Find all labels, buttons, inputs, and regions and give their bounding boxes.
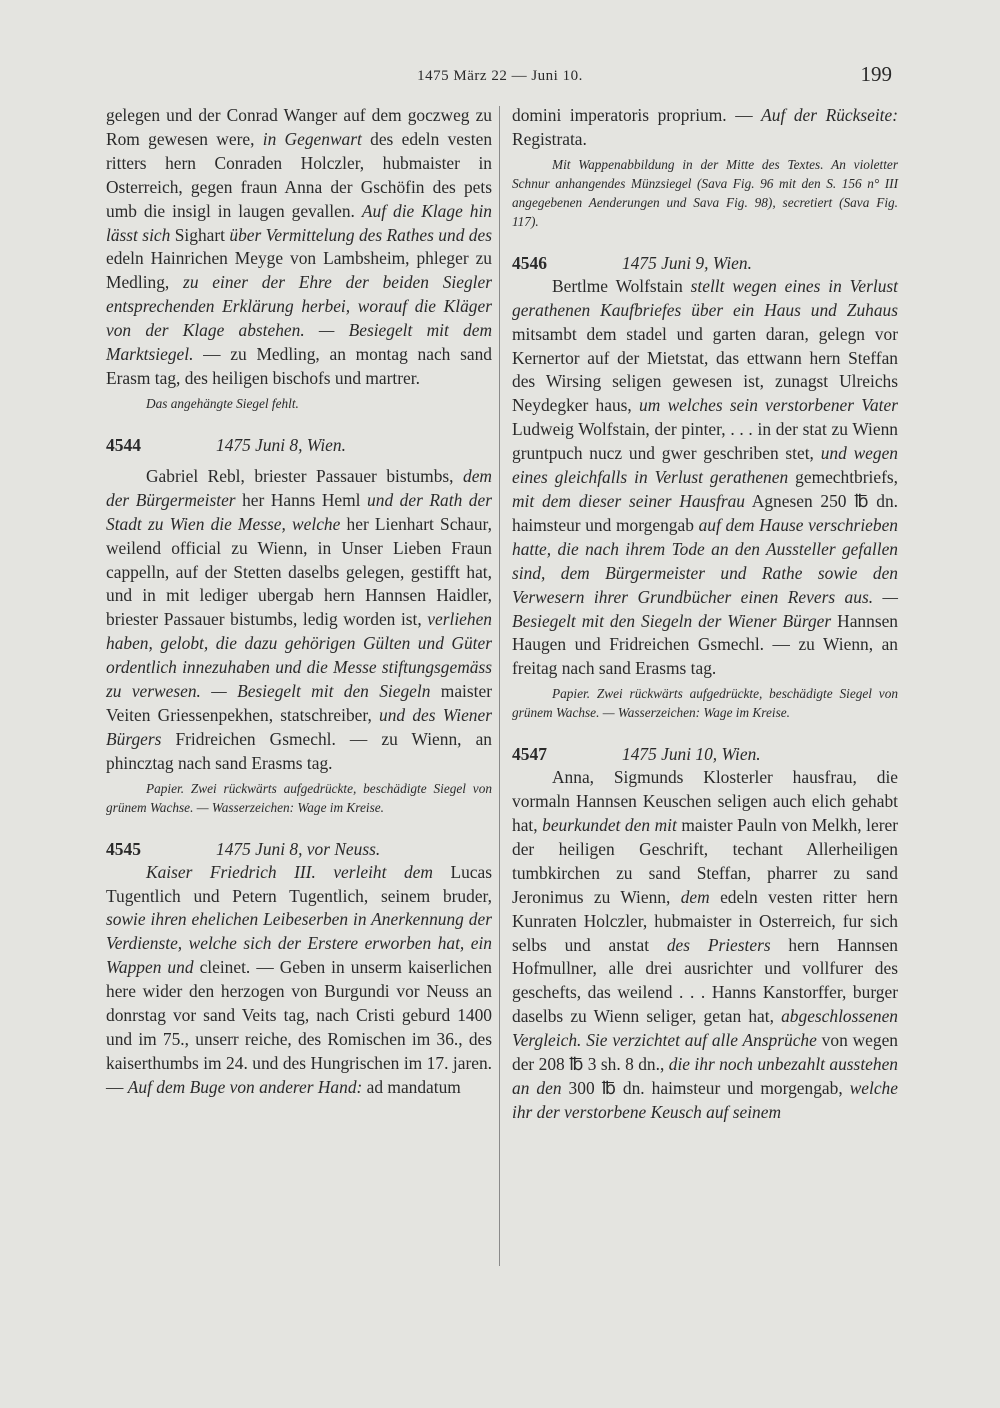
entry-body-4546: Bertlme Wolfstain stellt wegen eines in Verlust gerathenen Kaufbriefes über ein Haus und Zuhaus mitsambt dem stadel und garten daran, gelegn vor Kernertor auf der Mietstat, das ettwann hern Steffan des Wirsing seligen gewesen ist, zunagst Ulreichs Neydegker haus, um welches sein verstorbener Vater Ludweig Wolfstain, der pinter, . . . in der stat zu Wienn gruntpuch nucz und gwer geschriben stet, und wegen eines gleichfalls in Verlust gerathenen gemechtbriefs, mit dem dieser seiner Hausfrau Agnesen 250 ℔ dn. haimsteur und morgengab auf dem Hause verschrieben hatte, die nach ihrem Tode an den Aussteller gefallen sind, dem Bürgermeister und Rathe sowie den Verwesern ihrer Grundbücher einen Revers aus. — Besiegelt mit den Siegeln der Wiener Bürger Hannsen Haugen und Fridreichen Gsmechl. — zu Wienn, an freitag nach sand Erasms tag.	[512, 275, 899, 679]
entry-number: 4544	[106, 434, 141, 455]
column-divider	[499, 106, 500, 1266]
running-title: 1475 März 22 — Juni 10.	[417, 68, 583, 84]
entry-date: 1475 Juni 8, Wien.	[216, 434, 346, 455]
entry-number: 4545	[106, 838, 141, 859]
entry-note-4544: Papier. Zwei rückwärts aufgedrückte, beschädigte Siegel von grünem Wachse. — Wasserzeichen: Wage im Kreise.	[106, 780, 492, 815]
page-header	[0, 62, 1000, 92]
page-number: 199	[860, 62, 892, 86]
entry-number: 4547	[512, 744, 547, 765]
continuation-paragraph: gelegen und der Conrad Wanger auf dem goczweg zu Rom gewesen were, in Gegenwart des edeln vesten ritters hern Conraden Holczler, hubmaister in Osterreich, gegen fraun Anna der Gschöfin des pets umb die insigl in laugen gevallen. Auf die Klage hin lässt sich Sighart über Vermittelung des Rathes und des edeln Hainrichen Meyge von Lambsheim, phleger zu Medling, zu einer der Ehre der beiden Siegler entsprechenden Erklärung herbei, worauf die Kläger von der Klage abstehen. — Besiegelt mit dem Marktsiegel. — zu Medling, an montag nach sand Erasm tag, des heiligen bischofs und martrer.	[106, 105, 493, 388]
entry-number: 4546	[512, 252, 547, 273]
entry-note-4546: Papier. Zwei rückwärts aufgedrückte, beschädigte Siegel von grünem Wachse. — Wasserzeichen: Wage im Kreise.	[512, 686, 898, 721]
entry-header-4544	[106, 433, 492, 457]
entry-date: 1475 Juni 9, Wien.	[622, 252, 752, 273]
entry-body-4545: Kaiser Friedrich III. verleiht dem Lucas Tugentlich und Petern Tugentlich, seinem bruder, sowie ihren ehelichen Leibeserben in Anerkennung der Verdienste, welche sich der Erstere erworben hat, ein Wappen und cleinet. — Geben in unserm kaiserlichen here wider den herzogen von Burgundi vor Neuss an donrstag vor sand Veits tag, nach Cristi geburd 1400 und im 75., unserr reiche, des Romischen im 36., des kaiserthumbs im 24. und des Hungrischen im 17. jaren. — Auf dem Buge von anderer Hand: ad mandatum	[106, 861, 493, 1097]
continuation-paragraph: domini imperatoris proprium. — Auf der Rückseite: Registrata.	[512, 105, 898, 149]
entry-header-4545	[106, 837, 492, 861]
entry-date: 1475 Juni 10, Wien.	[622, 744, 761, 765]
left-column	[106, 104, 492, 1100]
seal-note: Mit Wappenabbildung in der Mitte des Textes. An violetter Schnur anhangendes Münzsiegel (Sava Fig. 96 mit den S. 156 n° III angegebenen Aenderungen und Sava Fig. 98), secretiert (Sava Fig. 117).	[512, 156, 898, 229]
entry-body-4544: Gabriel Rebl, briester Passauer bistumbs, dem der Bürgermeister her Hanns Heml und der Rath der Stadt zu Wien die Messe, welche her Lienhart Schaur, weilend official zu Wienn, in Unser Lieben Fraun cappelln, auf der Stetten daselbs gelegen, gestifft hat, und in mit lediger ubergab hern Hannsen Haidler, briester Passauer bistumbs, ledig worden ist, verliehen haben, gelobt, die dazu gehörigen Gülten und Güter ordentlich innezuhaben und die Messe stiftungsgemäss zu verwesen. — Besiegelt mit den Siegeln maister Veiten Griessenpekhen, statschreiber, und des Wiener Bürgers Fridreichen Gsmechl. — zu Wienn, an phincztag nach sand Erasms tag.	[106, 465, 492, 773]
entry-header-4547	[512, 742, 898, 766]
entry-body-4547: Anna, Sigmunds Klosterler hausfrau, die vormaln Hannsen Keuschen seligen auch elich gehabt hat, beurkundet den mit maister Pauln von Melkh, lerer der heiligen Geschrift, techant Allerheiligen tumbkirchen zu sand Steffan, pharrer zu sand Jeronimus zu Wienn, dem edeln vesten ritter hern Kunraten Holczler, hubmaister in Osterreich, fur sich selbs und anstat des Priesters hern Hannsen Hofmullner, alle drei ausrichter und vollfurer des geschefts, das weilend . . . Hanns Kanstorffer, burger daselbs zu Wienn seliger, getan hat, abgeschlossenen Vergleich. Sie verzichtet auf alle Ansprüche von wegen der 208 ℔ 3 sh. 8 dn., die ihr noch unbezahlt ausstehen an den 300 ℔ dn. haimsteur und morgengab, welche ihr der verstorbene Keusch auf seinem	[512, 767, 899, 1122]
seal-note: Das angehängte Siegel fehlt.	[146, 395, 299, 411]
right-column	[512, 104, 898, 1125]
entry-date: 1475 Juni 8, vor Neuss.	[216, 838, 381, 859]
entry-header-4546	[512, 251, 898, 275]
